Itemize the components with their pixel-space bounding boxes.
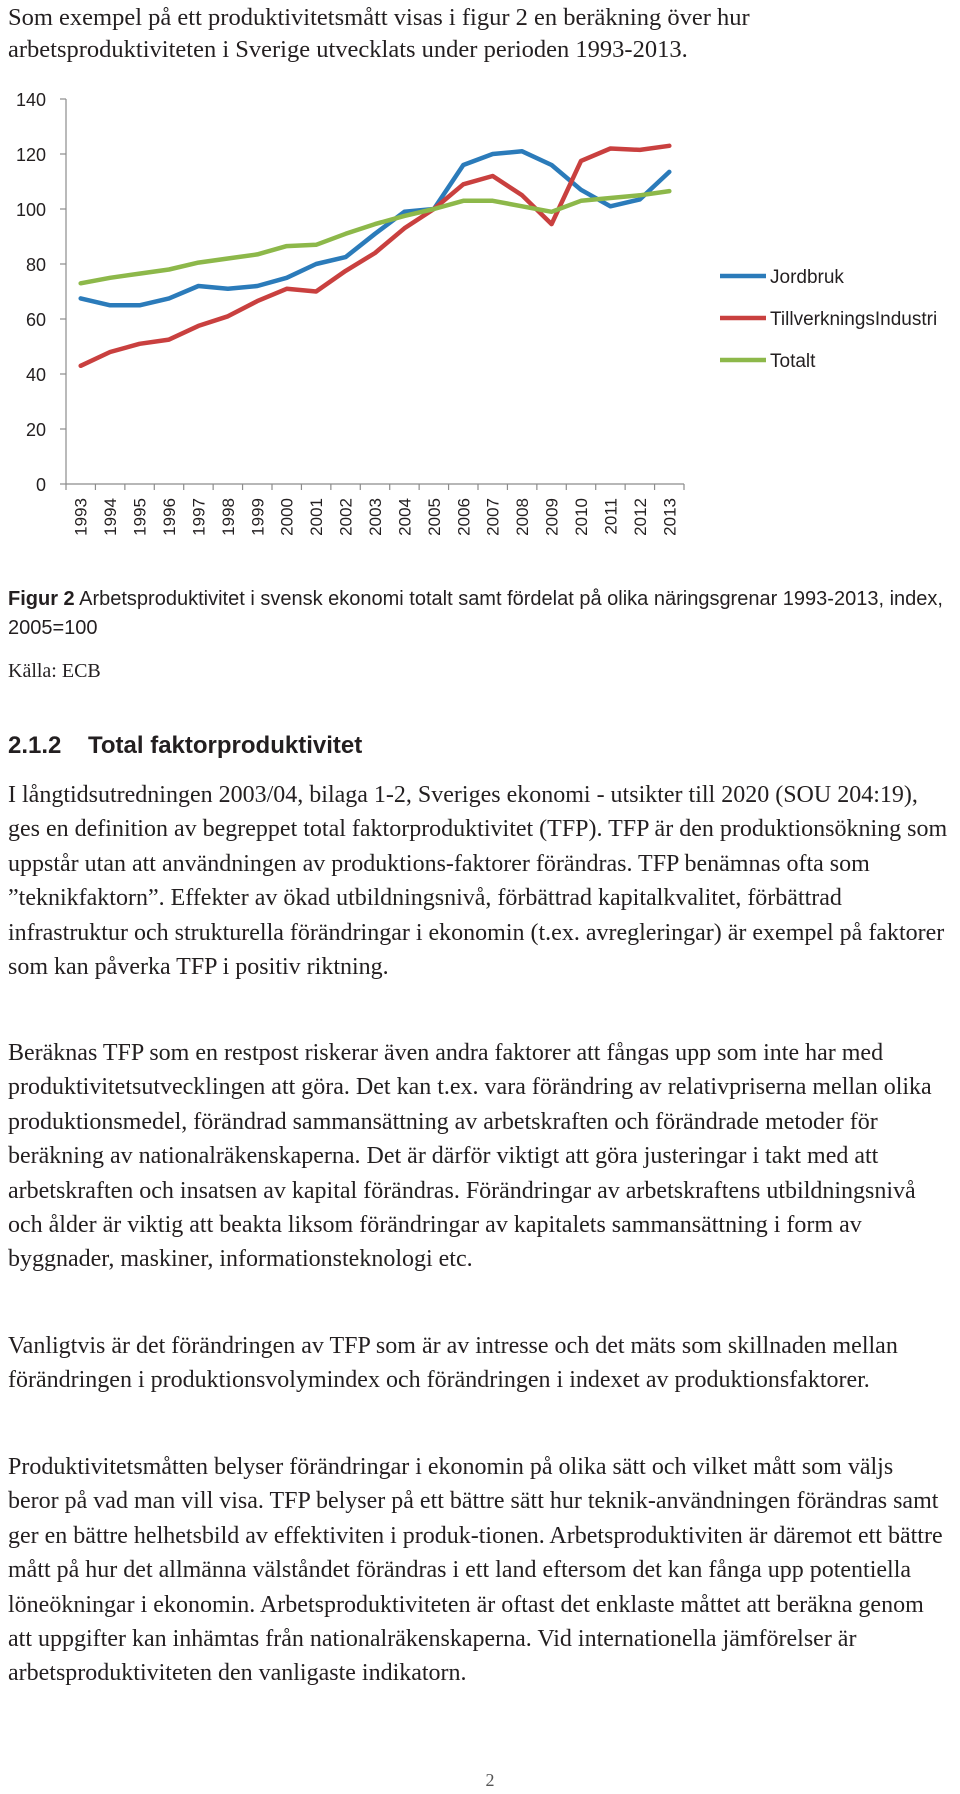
x-tick-label: 2009 (542, 498, 562, 536)
y-tick-label: 100 (15, 200, 46, 220)
x-tick-label: 2002 (336, 498, 356, 536)
y-tick-label: 80 (25, 255, 46, 275)
y-tick-label: 0 (35, 475, 46, 495)
x-tick-label: 2006 (454, 498, 474, 536)
paragraph: Vanligtvis är det förändringen av TFP som är av intresse och det mäts som skillnaden mellan förändringen i produktionsvolymindex och förändringen i indexet av produktionsfaktorer. (8, 1333, 898, 1394)
x-tick-label: 1995 (130, 498, 150, 536)
x-tick-label: 2012 (630, 498, 650, 536)
x-tick-label: 2013 (660, 498, 680, 536)
page-number: 2 (485, 1770, 495, 1790)
y-tick-label: 40 (25, 365, 46, 385)
x-tick-label: 2005 (424, 498, 444, 536)
legend-label: Jordbruk (770, 267, 844, 288)
x-tick-label: 1993 (71, 498, 91, 536)
x-tick-label: 1999 (248, 498, 268, 536)
legend-label: TillverkningsIndustri (770, 309, 938, 330)
figure-caption (8, 585, 948, 643)
legend-label: Totalt (770, 351, 816, 372)
figure-label: Figur 2 (8, 588, 75, 610)
x-tick-label: 1997 (189, 498, 209, 536)
series-line-totalt (81, 191, 670, 283)
x-tick-label: 2008 (513, 498, 533, 536)
x-tick-label: 2007 (483, 498, 503, 536)
figure-caption-text: Arbetsproduktivitet i svensk ekonomi totalt samt fördelat på olika näringsgrenar 1993-2013, index, 2005=100 (8, 588, 943, 639)
paragraph: I långtidsutredningen 2003/04, bilaga 1-2, Sveriges ekonomi - utsikter till 2020 (SOU 204:19), ges en definition av begreppet total faktorproduktivitet (TFP). TFP är den produktionsökning som uppstår utan att användningen av produktions-faktorer förändras. TFP benämnas ofta som ”teknikfaktorn”. Effekter av ökad utbildningsnivå, förbättrad kapitalkvalitet, förbättrad infrastruktur och strukturella förändringar i ekonomin (t.ex. avregleringar) är exempel på faktorer som kan påverka TFP i positiv riktning. (8, 782, 948, 981)
productivity-line-chart (0, 80, 960, 580)
intro-text: Som exempel på ett produktivitetsmått visas i figur 2 en beräkning över hur arbetsproduktiviteten i Sverige utvecklats under perioden 1993-2013. (8, 4, 750, 63)
x-tick-label: 2004 (395, 498, 415, 536)
y-tick-label: 20 (25, 420, 46, 440)
section-title: Total faktorproduktivitet (88, 732, 363, 759)
x-tick-label: 1998 (218, 498, 238, 536)
x-tick-label: 1996 (160, 498, 179, 536)
y-tick-label: 140 (15, 90, 46, 110)
paragraph: Produktivitetsmåtten belyser förändringar i ekonomin på olika sätt och vilket mått som väljs beror på vad man vill visa. TFP belyser på ett bättre sätt hur teknik-användningen förändras samt ger en bättre helhetsbild av effektiviten i produk-tionen. Arbetsproduktiviten är däremot ett bättre mått på hur det allmänna välståndet förändras i ett land eftersom det kan fånga upp potentiella löneökningar i ekonomin. Arbetsproduktiviteten är oftast det enklaste måttet att beräkna genom att uppgifter kan inhämtas från nationalräkenskaperna. Vid internationella jämförelser är arbetsproduktiviteten den vanligaste indikatorn. (8, 1454, 943, 1687)
y-tick-label: 60 (25, 310, 46, 330)
section-heading (8, 732, 362, 760)
x-tick-label: 1994 (101, 498, 121, 536)
y-tick-label: 120 (15, 145, 46, 165)
x-tick-label: 2010 (572, 498, 591, 536)
x-tick-label: 2001 (307, 498, 327, 536)
x-tick-label: 2000 (277, 498, 297, 536)
paragraph: Beräknas TFP som en restpost riskerar även andra faktorer att fångas upp som inte har med produktivitetsutvecklingen att göra. Det kan t.ex. vara förändring av relativpriserna mellan olika produktionsmedel, förändrad sammansättning av arbetskraften och förändrade metoder för beräkning av nationalräkenskaperna. Det är därför viktigt att göra justeringar i takt med att arbetskraften och insatsen av kapital förändras. Förändringar av arbetskraftens utbildningsnivå och ålder är viktig att beakta liksom förändringar av kapitalets sammansättning i form av byggnader, maskiner, informationsteknologi etc. (8, 1040, 932, 1273)
section-number: 2.1.2 (8, 732, 62, 759)
x-tick-label: 2003 (366, 498, 385, 536)
series-line-tillverkningsindustri (81, 146, 670, 366)
source-note: Källa: ECB (8, 660, 101, 682)
x-tick-label: 2011 (601, 498, 621, 535)
series-line-jordbruk (81, 151, 670, 305)
